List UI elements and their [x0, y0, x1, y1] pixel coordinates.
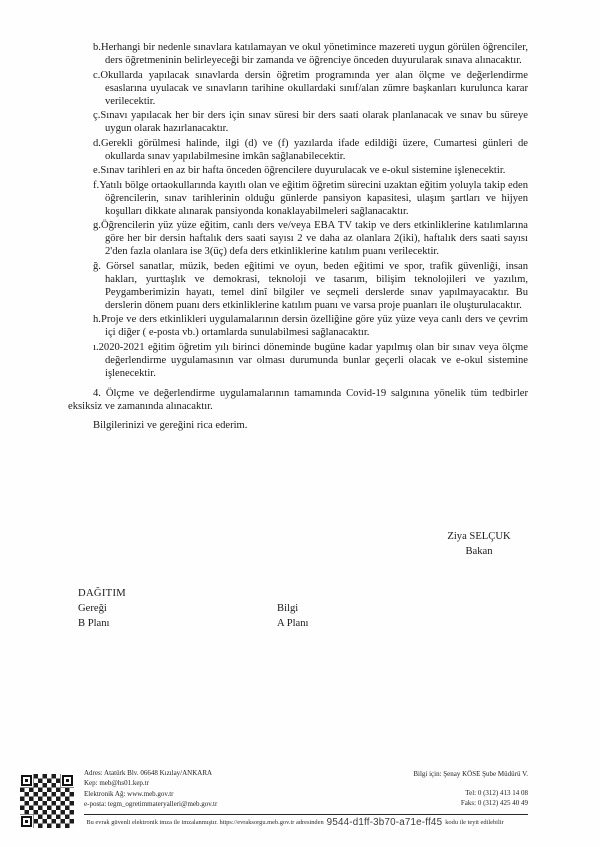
footer-tel: Tel: 0 (312) 413 14 08 [465, 789, 528, 797]
list-item-text: Proje ve ders etkinlikleri uygulamalarının dersin özelliğine göre yüz yüze veya canlı ders ve çevrim içi diğer ( e-posta vb.) ortamlarda sunulabilmesi sağlanacaktır. [100, 314, 528, 338]
distribution-values [78, 616, 398, 631]
distribution-block [78, 586, 398, 631]
distribution-col-value: B Planı [78, 618, 110, 629]
list-item-text: Sınavı yapılacak her bir ders için sınav süresi bir ders saati olarak planlanacak ve sınav bu süreye uygun olarak hazırlanacaktır. [100, 110, 528, 134]
qr-finder-top-right [61, 774, 74, 787]
list-item-text: Sınav tarihleri en az bir hafta önceden öğrencilere duyurulacak ve e-okul sistemine işlenecektir. [100, 165, 506, 176]
footer-divider [84, 814, 528, 815]
list-item-marker: b. [93, 42, 101, 53]
distribution-title: DAĞITIM [78, 588, 126, 599]
footer-address: Adres: Atatürk Blv. 06648 Kızılay/ANKARA [84, 769, 213, 777]
list-item-text: Yatılı bölge ortaokullarında kayıtlı olan ve eğitim öğretim sürecini uzaktan eğitim yoluyla takip eden öğrencilerin, sınav tarihlerinin olduğu günlerde pansiyon kapasitesi, ulaşım şartları ve hijyen koşulları dikkate alınarak pansiyonda konaklayabilmeleri sağlanacaktır. [99, 179, 528, 217]
footer-contact-right [413, 769, 528, 808]
qr-finder-top-left [20, 774, 33, 787]
list-item-marker: ğ. [93, 260, 107, 272]
distribution-col-header: Bilgi [277, 603, 299, 614]
list-item-text: 2020-2021 eğitim öğretim yılı birinci döneminde bugüne kadar yapılmış olan bir sınav veya ölçme değerlendirme uygulamasının var olması durumunda bunlar geçerli olacak ve e-okul sistemine işlenecektir. [98, 341, 528, 379]
list-item-marker: c. [93, 69, 101, 81]
list-item-marker: h. [93, 314, 101, 325]
list-item-marker: ç. [93, 110, 101, 121]
list-item-marker: ı. [93, 341, 99, 353]
list-item [68, 137, 528, 163]
list-item-marker: g. [93, 220, 101, 231]
footer-telfax [413, 788, 528, 808]
list-item [68, 164, 528, 177]
list-item [68, 41, 528, 67]
distribution-headers [78, 601, 398, 616]
footer-info-person: Bilgi için: Şenay KÖSE Şube Müdürü V. [413, 770, 528, 778]
list-item-text: Görsel sanatlar, müzik, beden eğitimi ve oyun, beden eğitimi ve spor, trafik güvenliği, insan hakları, yurttaşlık ve demokrasi, teknoloji ve tasarım, bilişim teknolojileri ve yazılım, Peygamberimizin hayatı, temel dinî bilgiler ve seçmeli derslerde sınav yapılmayacaktır. Bu derslerin dönem puanı ders etkinliklerine katılım puanı ve varsa proje puanları ile oluşturulacaktır. [105, 260, 528, 311]
footer-kep: Kep: meb@hs01.kep.tr [84, 779, 149, 788]
paragraph-covid-measures: 4. Ölçme ve değerlendirme uygulamalarının tamamında Covid-19 salgınına yönelik tüm tedbirler eksiksiz ve zamanında alınacaktır. [68, 387, 528, 412]
list-item-marker: d. [93, 137, 101, 149]
signer-name: Ziya SELÇUK [447, 531, 511, 542]
letter-body [68, 41, 528, 432]
signature-block [399, 529, 559, 559]
list-item [68, 219, 528, 258]
list-item-marker: e. [93, 165, 101, 176]
list-item [68, 260, 528, 312]
list-item [68, 313, 528, 339]
footer-fax: Faks: 0 (312) 425 40 49 [460, 799, 528, 807]
footer-web: Elektronik Ağ: www.meb.gov.tr [84, 789, 174, 798]
verification-code: 9544-d1ff-3b70-a71e-ff45 [326, 817, 443, 828]
list-item-text: Öğrencilerin yüz yüze eğitim, canlı ders ve/veya EBA TV takip ve ders etkinliklerine katılımlarına göre her bir dersin haftalık ders saati sayısı 2 ve daha az olanlara 2(iki), haftalık ders saati sayısı 2'den fazla olanlara ise 3(üç) defa ders etkinliklerine katılım puanı verilecektir. [100, 220, 528, 257]
list-item-text: Herhangi bir nedenle sınavlara katılamayan ve okul yönetimince mazereti uygun görülen öğrenciler, ders öğretmeninin belirleyeceği bir zamanda ve öğrenciye önceden duyurularak sınava alınacaktır. [100, 42, 528, 66]
list-item [68, 341, 528, 380]
distribution-col-header: Gereği [78, 603, 107, 614]
list-item [68, 69, 528, 108]
list-item-text: Okullarda yapılacak sınavlarda dersin öğretim programında yer alan ölçme ve değerlendirme esaslarına uyulacak ve sınavların tarihine okullardaki sınıf/alan zümre başkanları kurulunca karar verilecektir. [100, 69, 528, 107]
distribution-col-value: A Planı [277, 618, 309, 629]
e-signature-verification-line [55, 817, 535, 829]
qr-finder-bottom-left [20, 815, 33, 828]
closing-line: Bilgilerinizi ve gereğini rica ederim. [93, 419, 248, 431]
footer-contact-left [84, 768, 217, 810]
list-item [68, 109, 528, 135]
signer-title: Bakan [465, 546, 493, 557]
list-item-text: Gerekli görülmesi halinde, ilgi (d) ve (f) yazılarda ifade edildiği üzere, Cumartesi günleri de okullarda sınav yapılabilmesine imkân sağlanabilecektir. [100, 137, 528, 162]
footer-email: e-posta: tegm_ogretimmateryalleri@meb.gov.tr [84, 800, 218, 809]
list-item-marker: f. [93, 179, 100, 191]
verification-suffix: kodu ile teyit edilebilir [445, 819, 504, 826]
list-item [68, 179, 528, 218]
verification-prefix: Bu evrak güvenli elektronik imza ile imzalanmıştır. https://evraksorgu.meb.gov.tr adresinden [86, 819, 324, 826]
